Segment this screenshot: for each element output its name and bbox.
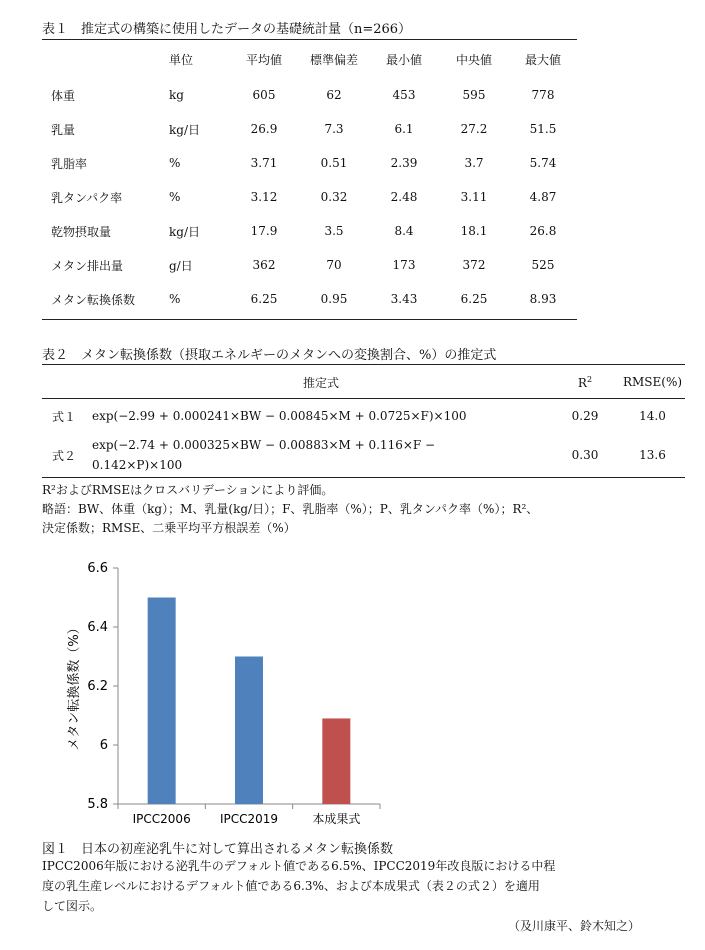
table1-cell-median: 6.25 xyxy=(460,292,488,306)
table1-row-name: 乳タンパク率 xyxy=(51,190,123,205)
y-tick-label: 6.2 xyxy=(87,679,108,694)
table1-header-min: 最小値 xyxy=(385,52,422,67)
table1-cell-unit: kg xyxy=(169,88,184,102)
table1-cell-mean: 3.12 xyxy=(250,190,278,204)
table1-cell-min: 453 xyxy=(392,88,416,102)
table1-cell-mean: 362 xyxy=(252,258,276,272)
table1-cell-max: 778 xyxy=(531,88,555,102)
table2-caption: 表２ メタン転換係数（摂取エネルギーのメタンへの変換割合、%）の推定式 xyxy=(42,348,497,363)
table1-row xyxy=(42,146,577,180)
bar-IPCC2019 xyxy=(235,657,263,805)
table2-cell-r2: 0.30 xyxy=(571,448,599,462)
r2-sup: 2 xyxy=(586,374,593,384)
table1-header-unit: 単位 xyxy=(169,52,194,67)
y-tick-label: 6.4 xyxy=(87,620,108,635)
table2-header-rmse: RMSE(%) xyxy=(622,375,683,389)
table1-cell-min: 8.4 xyxy=(394,224,414,238)
table1-row-name: 体重 xyxy=(51,88,76,103)
figure1-authors: （及川康平、鈴木知之） xyxy=(508,919,641,933)
table1-cell-mean: 17.9 xyxy=(250,224,278,238)
table1-cell-min: 2.39 xyxy=(390,156,418,170)
table2-formula-line1: exp(−2.74 + 0.000325×BW − 0.00883×M + 0.116×F − xyxy=(92,438,436,452)
y-tick-label: 6 xyxy=(99,738,108,753)
table2-row-label: 式２ xyxy=(52,448,77,463)
table2-note-2: 略語：BW、体重（kg）；M、乳量(kg/日）；F、乳脂率（%）；P、乳タンパク率（%）；R²、 xyxy=(42,502,539,516)
table1-row xyxy=(42,78,577,112)
table2-note-3: 決定係数；RMSE、二乗平均平方根誤差（%） xyxy=(42,521,296,535)
table1-cell-sd: 7.3 xyxy=(324,122,344,136)
r2-base: R xyxy=(577,375,587,390)
table1-cell-median: 372 xyxy=(462,258,486,272)
table2-formula-line2: 0.142×P)×100 xyxy=(92,458,183,472)
table2-row-label: 式１ xyxy=(52,409,77,424)
table1-cell-mean: 3.71 xyxy=(250,156,278,170)
table1-cell-unit: % xyxy=(169,190,181,204)
table1-cell-unit: % xyxy=(169,292,181,306)
table1-cell-median: 595 xyxy=(462,88,486,102)
table1-row xyxy=(42,112,577,146)
table1-header-max: 最大値 xyxy=(524,52,561,67)
figure1-desc-2: 度の乳生産レベルにおけるデフォルト値である6.3%、および本成果式（表２の式２）を適用 xyxy=(42,879,540,893)
y-axis-title: メタン転換係数（%） xyxy=(67,621,82,751)
table2-header-r2 xyxy=(550,365,620,399)
table2-row xyxy=(42,399,685,433)
table1-cell-unit: kg/日 xyxy=(169,122,200,137)
table1-cell-mean: 6.25 xyxy=(250,292,278,306)
figure1-bar-chart xyxy=(0,550,705,840)
table1-cell-max: 5.74 xyxy=(529,156,557,170)
table1-cell-median: 18.1 xyxy=(460,224,488,238)
table1-header-mean: 平均値 xyxy=(245,52,282,67)
table1-cell-min: 3.43 xyxy=(390,292,418,306)
x-category-label: 本成果式 xyxy=(312,812,361,826)
table2-cell-rmse: 14.0 xyxy=(639,409,666,423)
table1-cell-unit: kg/日 xyxy=(169,224,200,239)
table1-cell-min: 173 xyxy=(392,258,416,272)
table1-header-blank xyxy=(42,40,169,78)
table1-cell-unit: % xyxy=(169,156,181,170)
table2-header-row xyxy=(42,365,685,399)
table2-formula-line1: exp(−2.99 + 0.000241×BW − 0.00845×M + 0.0725×F)×100 xyxy=(92,409,467,423)
bar-IPCC2006 xyxy=(148,598,176,805)
table2-bottom-rule xyxy=(42,477,685,478)
table1-cell-sd: 70 xyxy=(326,258,342,272)
table2-formula-cell xyxy=(92,399,550,433)
table1-cell-sd: 0.51 xyxy=(320,156,348,170)
y-tick-label: 5.8 xyxy=(87,797,108,812)
table2-row xyxy=(42,433,685,477)
table2 xyxy=(42,365,685,477)
table1-header-row xyxy=(42,40,577,78)
table1-row-name: 乳量 xyxy=(51,122,76,137)
table1-cell-sd: 0.32 xyxy=(320,190,348,204)
table2-cell-rmse: 13.6 xyxy=(639,448,666,462)
table1-header-sd: 標準偏差 xyxy=(309,52,358,67)
figure1-caption: 図１ 日本の初産泌乳牛に対して算出されるメタン転換係数 xyxy=(42,842,394,857)
table1-cell-max: 4.87 xyxy=(529,190,557,204)
bar-本成果式 xyxy=(322,718,350,804)
table1-cell-unit: g/日 xyxy=(169,258,193,273)
table1-cell-median: 3.11 xyxy=(460,190,488,204)
table1 xyxy=(42,40,577,316)
table1-cell-median: 3.7 xyxy=(464,156,484,170)
table1-row-name: 乳脂率 xyxy=(51,156,88,171)
table1-cell-max: 8.93 xyxy=(529,292,557,306)
table1-cell-sd: 3.5 xyxy=(324,224,344,238)
table1-header-median: 中央値 xyxy=(455,52,492,67)
table2-header-blank xyxy=(42,365,92,399)
table2-cell-r2: 0.29 xyxy=(571,409,599,423)
table2-formula-cell xyxy=(92,433,550,477)
table1-cell-sd: 62 xyxy=(326,88,342,102)
table1-bottom-rule xyxy=(42,319,577,320)
y-tick-label: 6.6 xyxy=(87,561,108,576)
table1-cell-mean: 26.9 xyxy=(250,122,278,136)
table1-row-name: メタン排出量 xyxy=(51,258,124,273)
table1-cell-max: 51.5 xyxy=(529,122,557,136)
figure1-desc-1: IPCC2006年版における泌乳牛のデフォルト値である6.5%、IPCC2019年改良版における中程 xyxy=(42,859,556,873)
table1-cell-min: 6.1 xyxy=(394,122,414,136)
x-category-label: IPCC2006 xyxy=(132,812,191,826)
table2-note-1: R²およびRMSEはクロスバリデーションにより評価。 xyxy=(42,483,334,497)
table1-caption: 表１ 推定式の構築に使用したデータの基礎統計量（n=266） xyxy=(42,22,412,37)
table1-row xyxy=(42,214,577,248)
table1-row-name: メタン転換係数 xyxy=(51,292,136,307)
table1-cell-max: 26.8 xyxy=(529,224,557,238)
table1-row-name: 乾物摂取量 xyxy=(51,224,112,239)
table1-cell-min: 2.48 xyxy=(390,190,418,204)
table1-cell-sd: 0.95 xyxy=(320,292,348,306)
table1-cell-mean: 605 xyxy=(252,88,276,102)
table1-row xyxy=(42,180,577,214)
table1-cell-median: 27.2 xyxy=(460,122,488,136)
table1-cell-max: 525 xyxy=(531,258,555,272)
table1-row xyxy=(42,248,577,282)
x-category-label: IPCC2019 xyxy=(219,812,279,826)
table2-header-formula: 推定式 xyxy=(302,375,339,390)
table1-row xyxy=(42,282,577,316)
figure1-desc-3: して図示。 xyxy=(42,899,103,913)
